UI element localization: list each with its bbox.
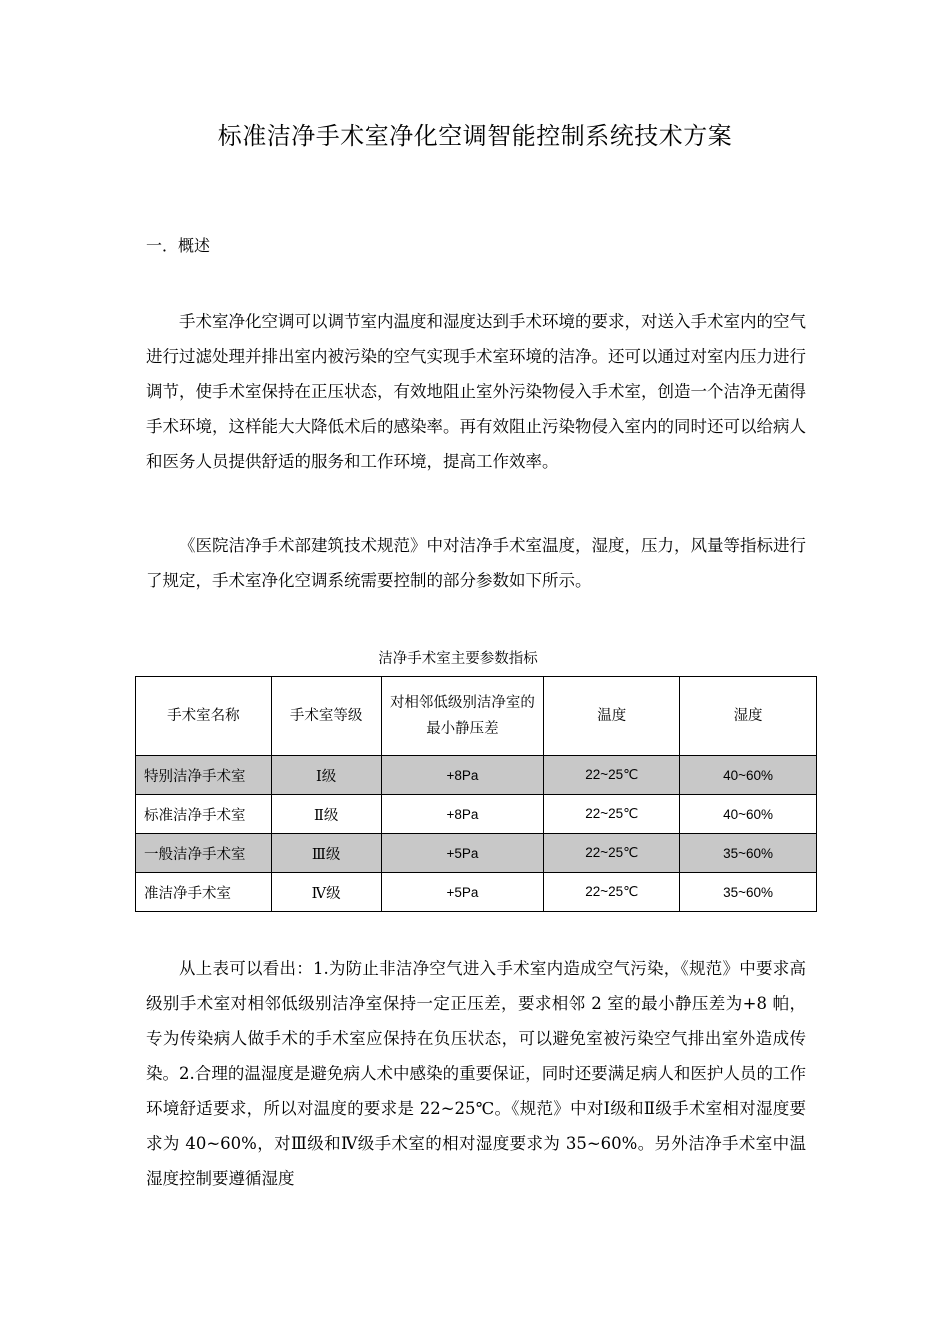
table-row xyxy=(136,873,817,912)
pressure-cell: +8Pa xyxy=(381,756,544,795)
humidity-cell: 40~60% xyxy=(680,756,817,795)
header-cell: 手术室等级 xyxy=(271,677,381,756)
parameters-table xyxy=(135,676,817,912)
pressure-cell: +5Pa xyxy=(381,873,544,912)
temperature-cell: 22~25℃ xyxy=(544,873,680,912)
header-cell: 湿度 xyxy=(680,677,817,756)
paragraph-analysis: 从上表可以看出：1.为防止非洁净空气进入手术室内造成空气污染，《规范》中要求高级别手术室对相邻低级别洁净室保持一定正压差，要求相邻 2 室的最小静压差为+8 帕，专为传染病人做手术的手术室应保持在负压状态，可以避免室被污染空气排出室外造成传染。2.合理的温湿度是避免病人术中感染的重要保证，同时还要满足病人和医护人员的工作环境舒适要求，所以对温度的要求是 22~25℃。《规范》中对Ⅰ级和Ⅱ级手术室相对湿度要求为 40~60%，对Ⅲ级和Ⅳ级手术室的相对湿度要求为 35~60%。另外洁净手术室中温湿度控制要遵循湿度 xyxy=(146,959,806,1188)
room-name-cell: 标准洁净手术室 xyxy=(136,795,272,834)
table-header-row xyxy=(136,677,817,756)
grade-cell: Ⅱ级 xyxy=(271,795,381,834)
table-row xyxy=(136,795,817,834)
pressure-cell: +8Pa xyxy=(381,795,544,834)
temperature-cell: 22~25℃ xyxy=(544,795,680,834)
room-name-cell: 准洁净手术室 xyxy=(136,873,272,912)
table-row xyxy=(136,756,817,795)
humidity-cell: 35~60% xyxy=(680,834,817,873)
room-name-cell: 特别洁净手术室 xyxy=(136,756,272,795)
temperature-cell: 22~25℃ xyxy=(544,834,680,873)
header-cell: 温度 xyxy=(544,677,680,756)
grade-cell: Ⅲ级 xyxy=(271,834,381,873)
pressure-cell: +5Pa xyxy=(381,834,544,873)
table-row xyxy=(136,834,817,873)
temperature-cell: 22~25℃ xyxy=(544,756,680,795)
grade-cell: Ⅰ级 xyxy=(271,756,381,795)
humidity-cell: 40~60% xyxy=(680,795,817,834)
room-name-cell: 一般洁净手术室 xyxy=(136,834,272,873)
document-title: 标准洁净手术室净化空调智能控制系统技术方案 xyxy=(217,122,733,150)
paragraph-standard-reference: 《医院洁净手术部建筑技术规范》中对洁净手术室温度，湿度，压力，风量等指标进行了规定，手术室净化空调系统需要控制的部分参数如下所示。 xyxy=(146,536,806,590)
grade-cell: Ⅳ级 xyxy=(271,873,381,912)
humidity-cell: 35~60% xyxy=(680,873,817,912)
table-caption: 洁净手术室主要参数指标 xyxy=(378,651,538,667)
paragraph-overview: 手术室净化空调可以调节室内温度和湿度达到手术环境的要求，对送入手术室内的空气进行过滤处理并排出室内被污染的空气实现手术室环境的洁净。还可以通过对室内压力进行调节，使手术室保持在正压状态，有效地阻止室外污染物侵入手术室，创造一个洁净无菌得手术环境，这样能大大降低术后的感染率。再有效阻止污染物侵入室内的同时还可以给病人和医务人员提供舒适的服务和工作环境，提高工作效率。 xyxy=(146,312,806,471)
section-heading: 一．概述 xyxy=(146,236,211,255)
header-cell: 对相邻低级别洁净室的最小静压差 xyxy=(381,677,544,756)
header-cell: 手术室名称 xyxy=(136,677,272,756)
